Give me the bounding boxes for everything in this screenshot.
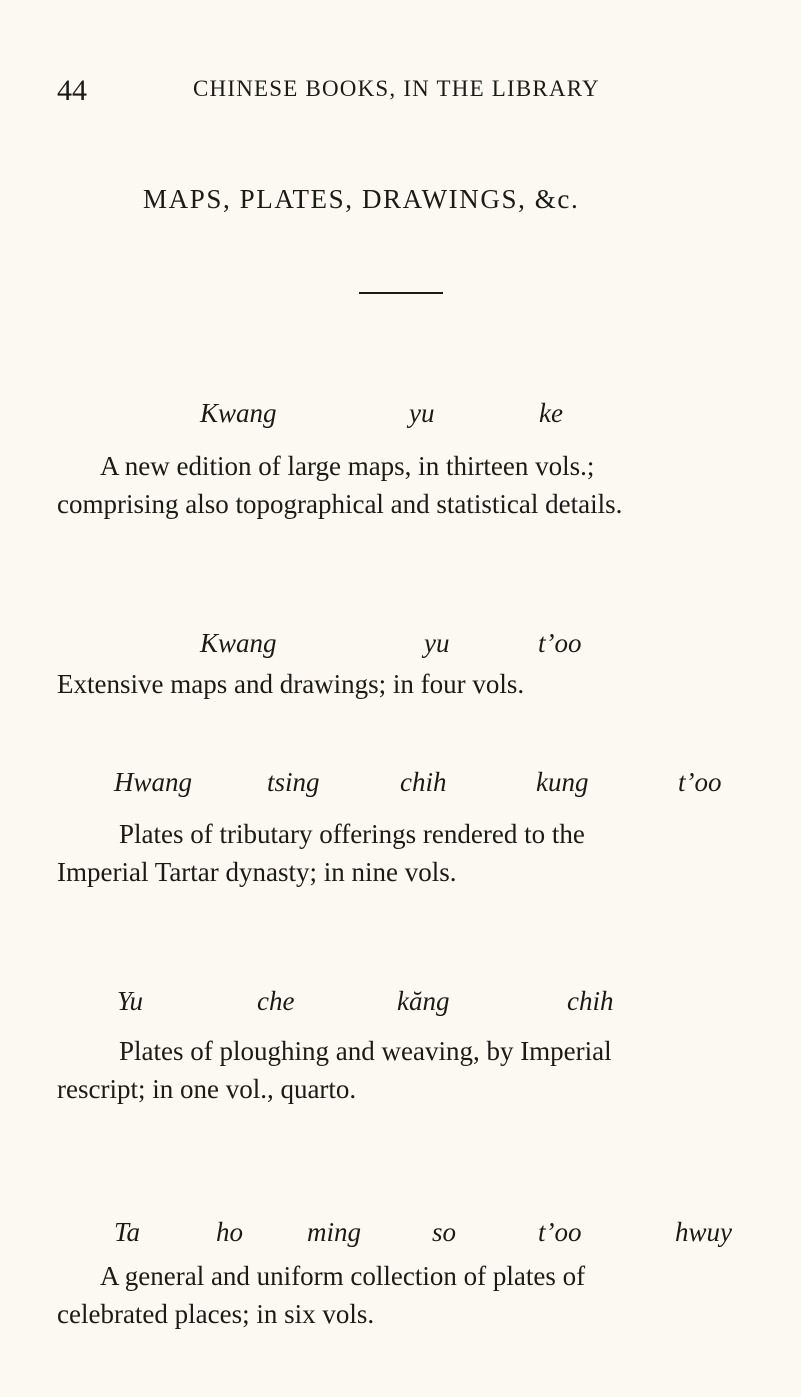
description-line: Imperial Tartar dynasty; in nine vols. [57, 857, 457, 887]
romanized-word: so [432, 1217, 457, 1247]
page-number: 44 [57, 74, 87, 107]
romanized-word: Ta [114, 1217, 141, 1247]
description-line: Extensive maps and drawings; in four vols. [57, 669, 525, 699]
romanized-word: Kwang [200, 628, 277, 658]
running-head: CHINESE BOOKS, IN THE LIBRARY [193, 76, 600, 101]
romanized-word: yu [424, 628, 450, 658]
description-line: celebrated places; in six vols. [57, 1299, 375, 1329]
description-line: Plates of ploughing and weaving, by Imperial [119, 1036, 612, 1066]
romanized-word: Hwang [114, 767, 193, 797]
romanized-word: Yu [117, 986, 144, 1016]
romanized-word: tsing [267, 767, 320, 797]
romanized-word: ming [307, 1217, 361, 1247]
section-divider [359, 292, 443, 294]
romanized-word: Kwang [200, 398, 277, 428]
romanized-word: hwuy [675, 1217, 732, 1247]
romanized-word: chih [400, 767, 447, 797]
entry-description [57, 447, 747, 523]
romanized-word: yu [409, 398, 435, 428]
description-line: A general and uniform collection of plates of [100, 1261, 586, 1291]
section-title: MAPS, PLATES, DRAWINGS, &c. [143, 184, 580, 214]
description-line: comprising also topographical and statistical details. [57, 489, 623, 519]
entry-description [57, 1032, 747, 1108]
description-line: rescript; in one vol., quarto. [57, 1074, 357, 1104]
romanized-word: t’oo [538, 628, 582, 658]
entry-description [57, 665, 747, 703]
entry-description [57, 1257, 747, 1333]
description-line: Plates of tributary offerings rendered to the [119, 819, 585, 849]
romanized-word: kung [536, 767, 589, 797]
romanized-word: ke [539, 398, 563, 428]
romanized-word: t’oo [538, 1217, 582, 1247]
romanized-word: t’oo [678, 767, 722, 797]
romanized-word: ho [216, 1217, 243, 1247]
romanized-word: chih [567, 986, 614, 1016]
romanized-word: kăng [397, 986, 450, 1016]
description-line: A new edition of large maps, in thirteen vols.; [100, 451, 595, 481]
romanized-word: che [257, 986, 295, 1016]
entry-description [57, 815, 747, 891]
